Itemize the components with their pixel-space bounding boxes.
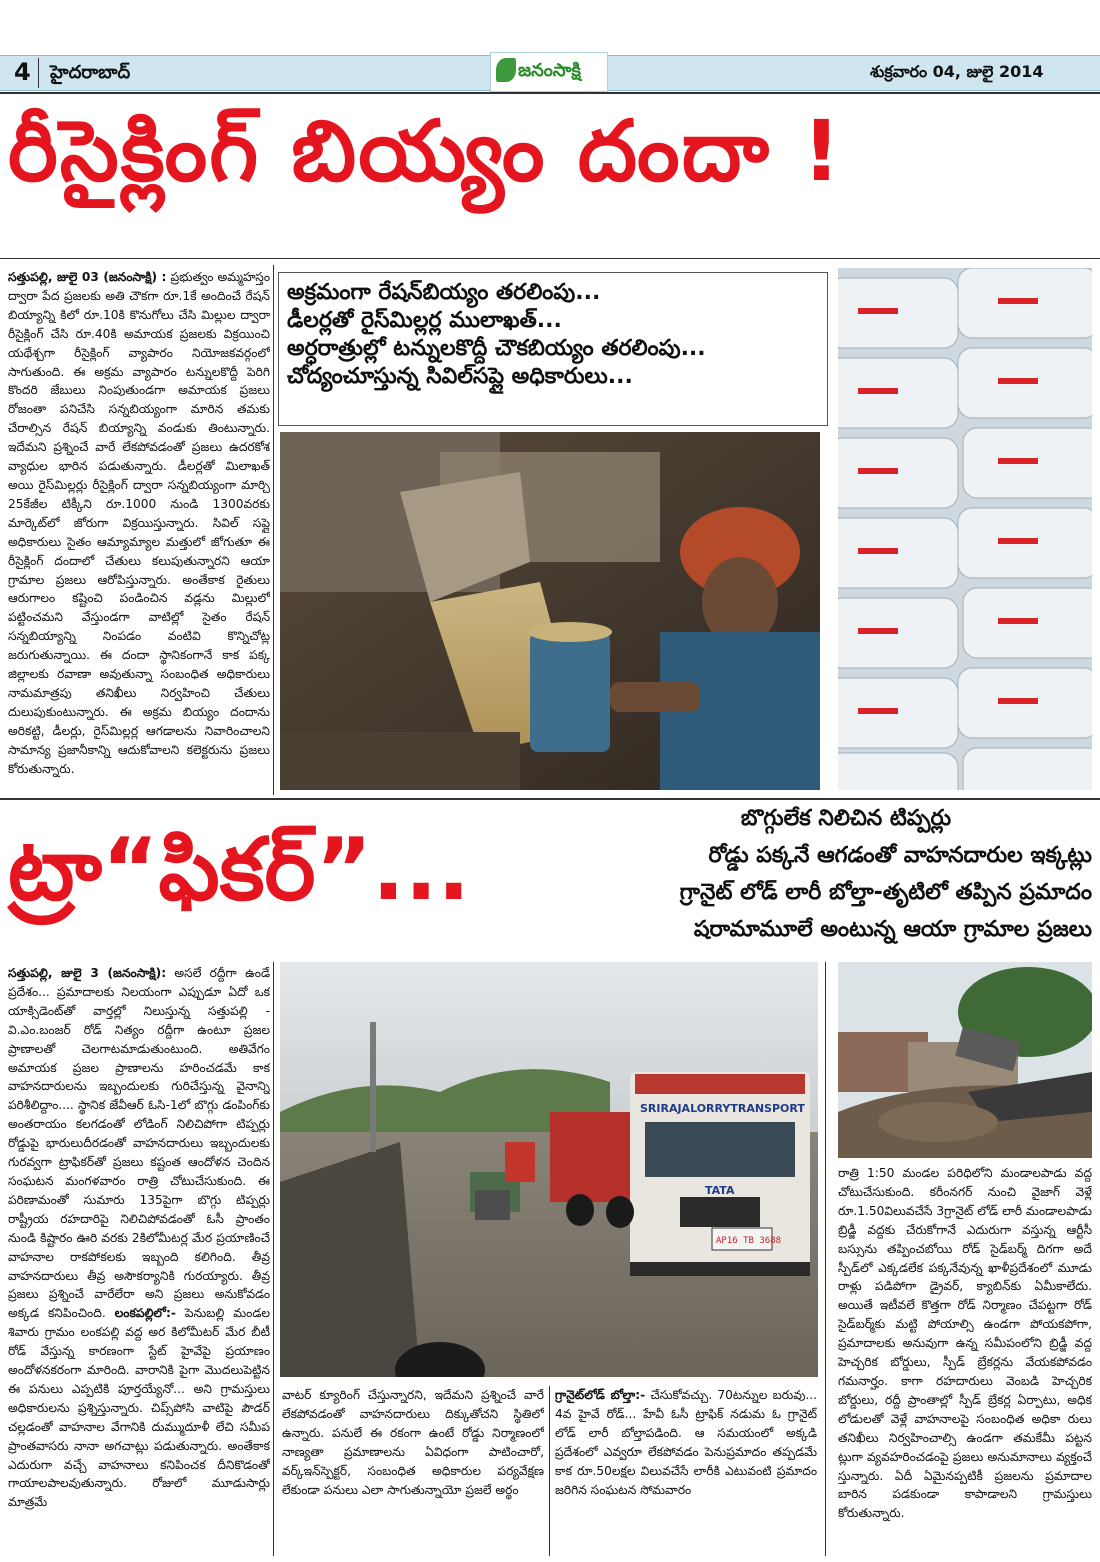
story1-dateline: సత్తుపల్లి, జులై 03 (జనంసాక్షి) : (8, 270, 167, 284)
photo-trucks-road (280, 962, 818, 1377)
edition-date: శుక్రవారం 04, జులై 2014 (870, 62, 1044, 81)
story2-col1-text: అసలే రద్దీగా ఉండే ప్రదేశం... ప్రమాదాలకు నిలయంగా ఎప్పుడూ ఏదో ఒక యాక్సిడెంట్‌తో వార్తల్లో నిలుస్తున్న సత్తుపల్లి - వి.ఎం.బంజర్ రోడ్ నిత్యం రద్దీగా ఉంటూ ప్రజల ప్రాణాలతో చెలగాటమాడుతుంటుంది. అతివేగం అమాయక ప్రజల ప్రాణాలను హరించడమే కాక వాహనదారులను ఇబ్బందులకు గురిచేస్తున్న వైనాన్ని పరిశీలిద్దాం.... స్థానిక జేవీఆర్ ఓసి-1లో బొగ్గు డంపింగ్‌కు అంతరాయం కలగడంతో లోడింగ్ నిలిచిపోగా టిప్పర్లు రోడ్డుపై భారులుదీరడంతో వాహనదారులు ఇబ్బందులకు గురవ్వగా ట్రాఫికర్‌తో ప్రజలు కష్టంత ఆందోళన చెందిన సంఘటన మంగళవారం రాత్రి చోటుచేసుకుంది. ఈ పరిణామంతో సుమారు 135పైగా బొగ్గు టిప్పర్లు రాష్ట్రీయ రహదారిపై నిలిచిపోవడంతో ఓసీ ప్రాంతం నుండి కిష్టారం ఊరి వరకు 2కిలోమీటర్ల మేర ప్రయాణించే వాహనాల రాకపోకలకు ఇబ్బంది కలిగింది. తీవ్ర వాహనదారులు తీవ్ర అసౌకర్యానికి గురయ్యారు. తీవ్ర ప్రజలు ప్రశ్నించే వారేలేరా అని ప్రజలు అనుకోవడం అక్కడ కనిపించింది. (8, 966, 270, 1321)
deck-line: బొగ్గులేక నిలిచిన టిప్పర్లు (740, 806, 952, 831)
story2-dateline: సత్తుపల్లి, జులై 3 (జనంసాక్షి): (8, 966, 167, 980)
quote-line: అక్రమంగా రేషన్‌బియ్యం తరలింపు... (287, 280, 601, 305)
story2-col3 (555, 1386, 817, 1556)
story2-headline: ట్రా“ఫికర్”... (8, 820, 471, 920)
story2-col4-text: రాత్రి 1:50 మండల పరిధిలోని మండాలపాడు వద్ద చోటుచేసుకుంది. కరీంనగర్ నుంచి వైజాగ్ వెళ్లే రూ.1.50విలువచేసే 3గ్రానైట్ లోడ్ లారీ మండాలపాడు బ్రిడ్జీ వద్దకు చేరుకోగానే ఎదురుగా వస్తున్న ఆర్టీసీ బస్సును తప్పించబోయి రోడ్ సైడ్‌బర్మ్ దిగగా అదే స్పీడ్‌లో ఎక్కడలేక పక్కనేవున్న ఖాళీప్రదేశంలో మూడు రాళ్లు పడిపోగా డ్రైవర్, క్యాబిన్‌కు ఏమీకాలేదు. అయితే ఇటీవలే కొత్తగా రోడ్ నిర్మాణం చేపట్టగా రోడ్ సైడ్‌బర్మ్‌కు మట్టి పోయాల్సి ఉండగా పోయకపోగా, ప్రమాదాలకు అనువుగా ఉన్న సమీపంలోని బ్రిడ్జీ వద్ద హెచ్చరిక బోర్డులు, స్పీడ్ బ్రేకర్లను వేయకపోవడం గమనార్హం. కాగా రహదారులు వెంబడి హెచ్చరిక బోర్డులు, రద్దీ ప్రాంతాల్లో స్పీడ్ బ్రేకర్ల ఏర్పాటు, అధిక లోడులతో వెళ్లే వాహనాలపై సంబంధిత అధికా రులు తనిఖీలు నిర్వహించాల్సి ఉండగా తమకేమీ పట్టన ట్లుగా వ్యవహరించడంపై ప్రజలు అనుమానాలు వ్యక్తంచే స్తున్నారు. ఏదీ ఏమైనప్పటికీ ప్రజలను ప్రమాదాల బారిన పడకుండా కాపాడాలని గ్రామస్తులు కోరుతున్నారు. (838, 1166, 1092, 1521)
story2-col4 (838, 1164, 1092, 1556)
story2-col1 (8, 964, 270, 1556)
deck-line: రోడ్డు పక్కనే ఆగడంతో వాహనదారుల ఇక్కట్లు (708, 843, 1092, 868)
logo-text: జనంసాక్షి (518, 60, 581, 81)
map-leaf-icon (496, 58, 516, 82)
story1-quote-box (278, 272, 828, 426)
granite-label: గ్రానైట్‌లోడ్ బోల్తా:- (555, 1388, 646, 1402)
truck-label: SRIRAJALORRYTRANSPORT (640, 1102, 805, 1115)
lankapalli-label: లంకపల్లిలో:- (114, 1306, 176, 1321)
story2-col2-text: వాటర్ క్యూరింగ్ చేస్తున్నారని, ఇదేమని ప్రశ్నించే వారే లేకపోవడంతో వాహనదారులు దిక్కుతోచని స్థితిలో ఉన్నారు. పనులే ఈ రకంగా ఉంటే రోడ్డు నిర్మాణంలో నాణ్యతా ప్రమాణాలను ఏవిధంగా పాటించారో, వర్క్ఇన్‌స్పెక్టర్, సంబంధిత అధికారుల పర్యవేక్షణ లేకుండా పనులు ఎలా సాగుతున్నాయో ప్రజలే అర్థం (282, 1388, 544, 1497)
column-divider (273, 962, 274, 1556)
story2-col1b-text: పెనుబల్లి మండల శివారు గ్రామం లంకపల్లి వద్ద అర కిలోమీటర్ మేర బీటీ రోడ్ వేస్తున్న కారణంగా స్టేట్ హైవేపై ప్రయాణం అందోళనకరంగా మారింది. వారానికి పైగా మొదలుపెట్టిన ఈ పనులు ఎప్పటికి పూర్తయ్యేనో... అని గ్రామస్తులు అధికారులను ప్రశ్నిస్తున్నారు. చిప్స్‌పోసి వాటిపై పౌడర్ చల్లడంతో వాహనాల వేగానికి దుమ్ముదూళీ లేచి సమీప ప్రాంతవాసరు నానా అగచాట్లు పడుతున్నారు. అంతేకాక ఎదురుగా వచ్చే వాహనాలు కనిపించక దీనికొడంతో గాయాలపాలవుతున్నారు. రోజులో మూడుసార్లు మాత్రమే (8, 1306, 270, 1510)
photo-overturned-lorry (838, 962, 1092, 1158)
truck-plate: AP16 TB 3688 (716, 1236, 782, 1246)
column-divider (549, 1386, 550, 1556)
quote-line: చోద్యంచూస్తున్న సివిల్‌సప్లై అధికారులు... (287, 364, 633, 390)
column-divider (273, 265, 274, 795)
page-number: 4 (14, 58, 31, 86)
story1-headline: రీసైక్లింగ్ బియ్యం దందా ! (8, 102, 843, 200)
quote-line: అర్ధరాత్రుల్లో టన్నులకొద్దీ చౌకబియ్యం తరలింపు... (287, 336, 706, 362)
truck-brand: TATA (705, 1184, 735, 1197)
story1-body (8, 268, 270, 798)
story2-col2 (282, 1386, 544, 1556)
column-divider (825, 962, 826, 1556)
photo-rice-bags (838, 268, 1092, 790)
quote-line: డీలర్లతో రైస్‌మిల్లర్ల ములాఖత్... (287, 308, 562, 334)
section-rule (0, 798, 1100, 800)
top-rule (0, 92, 1100, 94)
masthead-divider (38, 58, 39, 88)
story2-col3-text: చేసుకోవచ్చు. 70టన్నుల బరువు... 4వ హైవే రోడ్... హేవీ ఓసీ ట్రాఫిక్ నడుమ ఓ గ్రానైట్ లోడ్ లారీ బోల్తాపడింది. ఆ సమయంలో అక్కడి ప్రదేశంలో ఎవ్వరూ లేకపోవడం పెనుప్రమాదం తప్పడమే కాక రూ.50లక్షల విలువచేసే లారీకి ఎటువంటి ప్రమాదం జరిగిన సంఘటన సోమవారం (555, 1388, 817, 1497)
deck-line: గ్రానైట్ లోడ్ లారీ బోల్తా-తృటిలో తప్పిన ప్రమాదం (679, 880, 1092, 905)
story2-deck (540, 806, 1092, 947)
story1-text: ప్రభుత్వం అమ్మహస్తం ద్వారా పేద ప్రజలకు అతి చౌకగా రూ.1కే అందించే రేషన్ బియ్యాన్ని కిలో రూ.10కి కొనుగోలు చేసి మిల్లుల ద్వారా రీసైక్లింగ్ చేసి రూ.40కి అమాయక ప్రజలకు విక్రయించి యథేశ్చగా రీసైక్లింగ్ వ్యాపారం నియోజకవర్గంలో సాగుతుంది. ఈ అక్రమ వ్యాపారం టన్నులకొద్దీ పెరిగి కొందరి జేబులు నింపుతుండగా అమాయక ప్రజలు రోజంతా పనిచేసి సన్నబియ్యంగా మారిన తమకు చేరాల్సిన రేషన్ బియ్యాన్ని వండుకు తింటున్నారు. ఇదేమని ప్రశ్నించే వారే లేకపోవడంతో ప్రజలు ఉదరకోశ వ్యాధుల భారిన పడుతున్నారు. డీలర్లతో మిలాఖత్ అయి రైస్‌మిల్లర్లు రీసైక్లింగ్ ద్వారా సన్నబియ్యంగా మార్చి 25కేజీల టిక్కీని రూ.1000 నుండి 1300వరకు మార్కెట్‌లో జోరుగా విక్రయిస్తున్నారు. సివిల్ సప్లై అధికారులు సైతం ఆమ్యామ్యాల మత్తులో జోగుతూ ఈ రీసైక్లింగ్ దందాలో చేతులు కలుపుతున్నారని ఆయా గ్రామాల ప్రజలు ఆరోపిస్తున్నారు. అంతేకాక రైతులు ఆరుగాలం కష్టించి పండించిన వడ్లను మిల్లులో పట్టించమని వేస్తుండగా వాటిల్లో సైతం రేషన్ సన్నబియ్యాన్ని నింపడం వంటివి కొన్నిచోట్ల జరుగుతున్నాయి. ఈ దందా స్థానికంగానే కాక పక్క జిల్లాలకు రవాణా అవుతున్నా సంబంధిత అధికారులు నామమాత్రపు తనిఖీలు నిర్వహించి చేతులు దులుపుకుంటున్నారు. ఈ అక్రమ బియ్యం దందాను అరికట్టి, డీలర్లు, రైస్‌మిల్లర్ల ఆగడాలను నివారించాలని సామాన్య ప్రజానీకాన్ని ఆదుకోవాలని కలెక్టరును ప్రజలు కోరుతున్నారు. (8, 270, 270, 776)
deck-line: షరామామూలే అంటున్న ఆయా గ్రామాల ప్రజలు (693, 917, 1092, 942)
photo-rice-mill-worker (280, 432, 820, 790)
city-name: హైదరాబాద్ (50, 62, 131, 83)
headline-rule (0, 258, 1100, 259)
